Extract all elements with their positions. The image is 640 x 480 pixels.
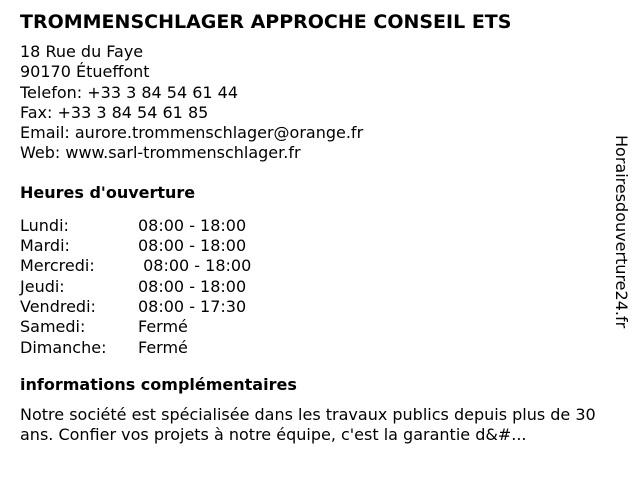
- hours-row-monday: [20, 216, 616, 236]
- opening-hours-heading: Heures d'ouverture: [20, 182, 196, 202]
- hours-row-sunday: [20, 338, 616, 358]
- address-street: 18 Rue du Faye: [20, 42, 144, 61]
- time-value: 08:00 - 17:30: [138, 296, 247, 316]
- contact-details: [20, 42, 616, 164]
- additional-info-heading: informations complémentaires: [20, 374, 297, 394]
- time-value: 08:00 - 18:00: [138, 236, 247, 256]
- opening-hours-table: [20, 216, 616, 358]
- day-label: Mercredi:: [20, 256, 95, 276]
- site-brand-watermark: Horairesdouverture24.fr: [612, 135, 631, 329]
- day-label: Vendredi:: [20, 296, 96, 316]
- hours-row-friday: [20, 297, 616, 317]
- time-value: 08:00 - 18:00: [138, 215, 247, 235]
- time-value: 08:00 - 18:00: [138, 276, 247, 296]
- time-value: Fermé: [138, 317, 188, 337]
- day-label: Samedi:: [20, 317, 86, 337]
- day-label: Jeudi:: [20, 276, 65, 296]
- day-label: Lundi:: [20, 215, 69, 235]
- website-address: Web: www.sarl-trommenschlager.fr: [20, 143, 301, 163]
- hours-row-tuesday: [20, 236, 616, 256]
- day-label: Dimanche:: [20, 337, 107, 357]
- fax-number: Fax: +33 3 84 54 61 85: [20, 102, 209, 122]
- hours-row-thursday: [20, 277, 616, 297]
- email-address: Email: aurore.trommenschlager@orange.fr: [20, 123, 364, 143]
- address-city: 90170 Étueffont: [20, 62, 150, 82]
- day-label: Mardi:: [20, 236, 70, 256]
- hours-row-wednesday: [20, 256, 616, 276]
- time-value: Fermé: [138, 337, 188, 357]
- business-card: [20, 10, 616, 446]
- hours-row-saturday: [20, 317, 616, 337]
- business-name: TROMMENSCHLAGER APPROCHE CONSEIL ETS: [20, 11, 512, 33]
- additional-info-text: Notre société est spécialisée dans les travaux publics depuis plus de 30 ans. Confier vos projets à notre équipe, c'est la garantie d&#...: [20, 404, 596, 445]
- phone-number: Telefon: +33 3 84 54 61 44: [20, 82, 239, 102]
- time-value: 08:00 - 18:00: [138, 256, 252, 276]
